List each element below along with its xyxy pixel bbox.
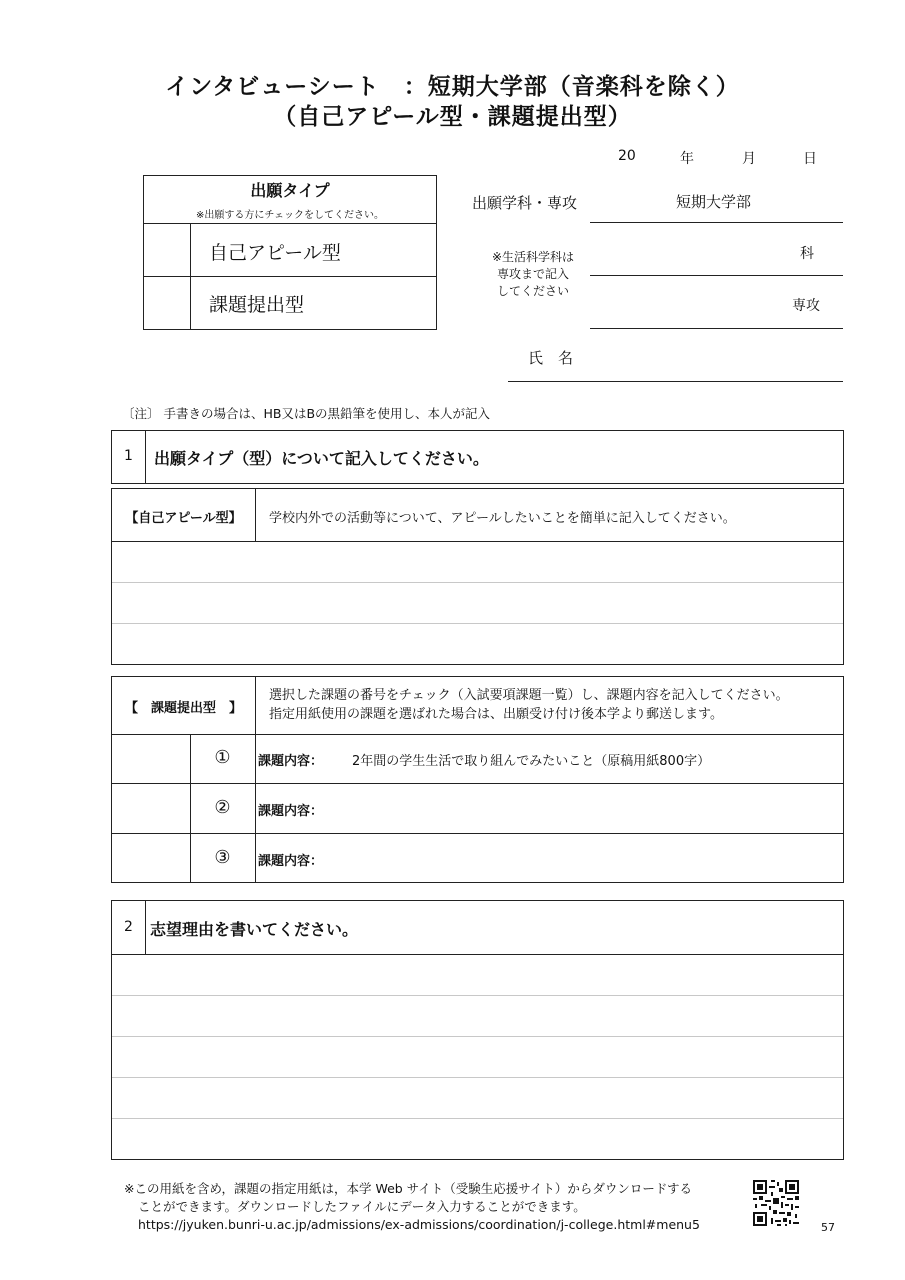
name-field[interactable] [580, 336, 842, 380]
date-year-label: 年 [680, 151, 694, 167]
assignment-label-1: 課題内容： [258, 754, 324, 769]
date-month-label: 月 [742, 151, 756, 167]
assignment-content-field-2[interactable] [342, 785, 839, 831]
option-self-appeal: 自己アピール型 [209, 242, 341, 264]
footer-note [124, 1180, 700, 1234]
page-title: インタビューシート ：短期大学部（音楽科を除く） [165, 74, 740, 100]
self-appeal-box [111, 488, 844, 665]
self-appeal-writing-area[interactable] [112, 543, 843, 664]
assignment-check-1[interactable] [112, 735, 190, 783]
assignment-num-2: ② [214, 797, 231, 818]
application-type-note: ※出願する方にチェックをしてください。 [195, 210, 385, 221]
assignment-num-3: ③ [214, 847, 231, 868]
section1-header [111, 430, 844, 484]
department-note: ※生活科学科は 専攻まで記入 してください [491, 250, 575, 298]
qr-code-icon[interactable] [751, 1178, 801, 1228]
assignment-label-2: 課題内容： [258, 804, 324, 819]
checkbox-assignment[interactable] [144, 277, 190, 329]
assignment-content-field-3[interactable] [342, 835, 839, 881]
senko-label: 専攻 [792, 298, 820, 314]
department-value: 短期大学部 [676, 193, 752, 211]
self-appeal-label: 【自己アピール型】 [125, 511, 242, 526]
footer-url[interactable]: https://jyuken.bunri-u.ac.jp/admissions/ex-admissions/coordination/j-college.html#menu5 [138, 1217, 700, 1232]
assignment-box [111, 676, 844, 883]
section1-heading: 出願タイプ（型）について記入してください。 [154, 449, 489, 468]
assignment-label-3: 課題内容： [258, 854, 324, 869]
assignment-label: 【 課題提出型 】 [124, 701, 242, 716]
self-appeal-instruction: 学校内外での活動等について、アピールしたいことを簡単に記入してください。 [269, 511, 736, 526]
ka-label: 科 [800, 246, 814, 262]
section2-heading: 志望理由を書いてください。 [150, 920, 359, 939]
assignment-check-2[interactable] [112, 784, 190, 832]
footer-line2: ことができます。ダウンロードしたファイルにデータ入力することができます。 [138, 1199, 586, 1214]
assignment-content-1: 2年間の学生生活で取り組んでみたいこと（原稿用紙800字） [352, 754, 711, 769]
page-subtitle: （自己アピール型・課題提出型） [273, 104, 632, 130]
section2-box [111, 900, 844, 1160]
reason-writing-area[interactable] [112, 956, 843, 1159]
page-number: 57 [821, 1221, 835, 1234]
footer-line1: ※この用紙を含め，課題の指定用紙は，本学 Web サイト（受験生応援サイト）からダウンロードする [124, 1181, 693, 1196]
assignment-instruction [269, 686, 789, 724]
name-label: 氏 名 [528, 349, 574, 367]
assignment-num-1: ① [214, 747, 231, 768]
assignment-instruction-line1: 選択した課題の番号をチェック（入試要項課題一覧）し、課題内容を記入してください。 [269, 688, 789, 703]
option-assignment: 課題提出型 [209, 294, 305, 316]
assignment-instruction-line2: 指定用紙使用の課題を選ばれた場合は、出願受け付け後本学より郵送します。 [269, 707, 723, 722]
department-label: 出願学科・専攻 [472, 194, 578, 212]
date-era: 20 [618, 148, 636, 164]
application-type-heading: 出願タイプ [250, 181, 330, 200]
notice-text: 〔注〕 手書きの場合は、HB又はBの黒鉛筆を使用し、本人が記入 [122, 406, 491, 421]
section1-number: 1 [124, 448, 133, 464]
application-type-box [143, 175, 437, 330]
assignment-check-3[interactable] [112, 834, 190, 882]
section2-number: 2 [124, 919, 133, 935]
checkbox-self-appeal[interactable] [144, 224, 190, 276]
date-day-label: 日 [803, 151, 817, 167]
